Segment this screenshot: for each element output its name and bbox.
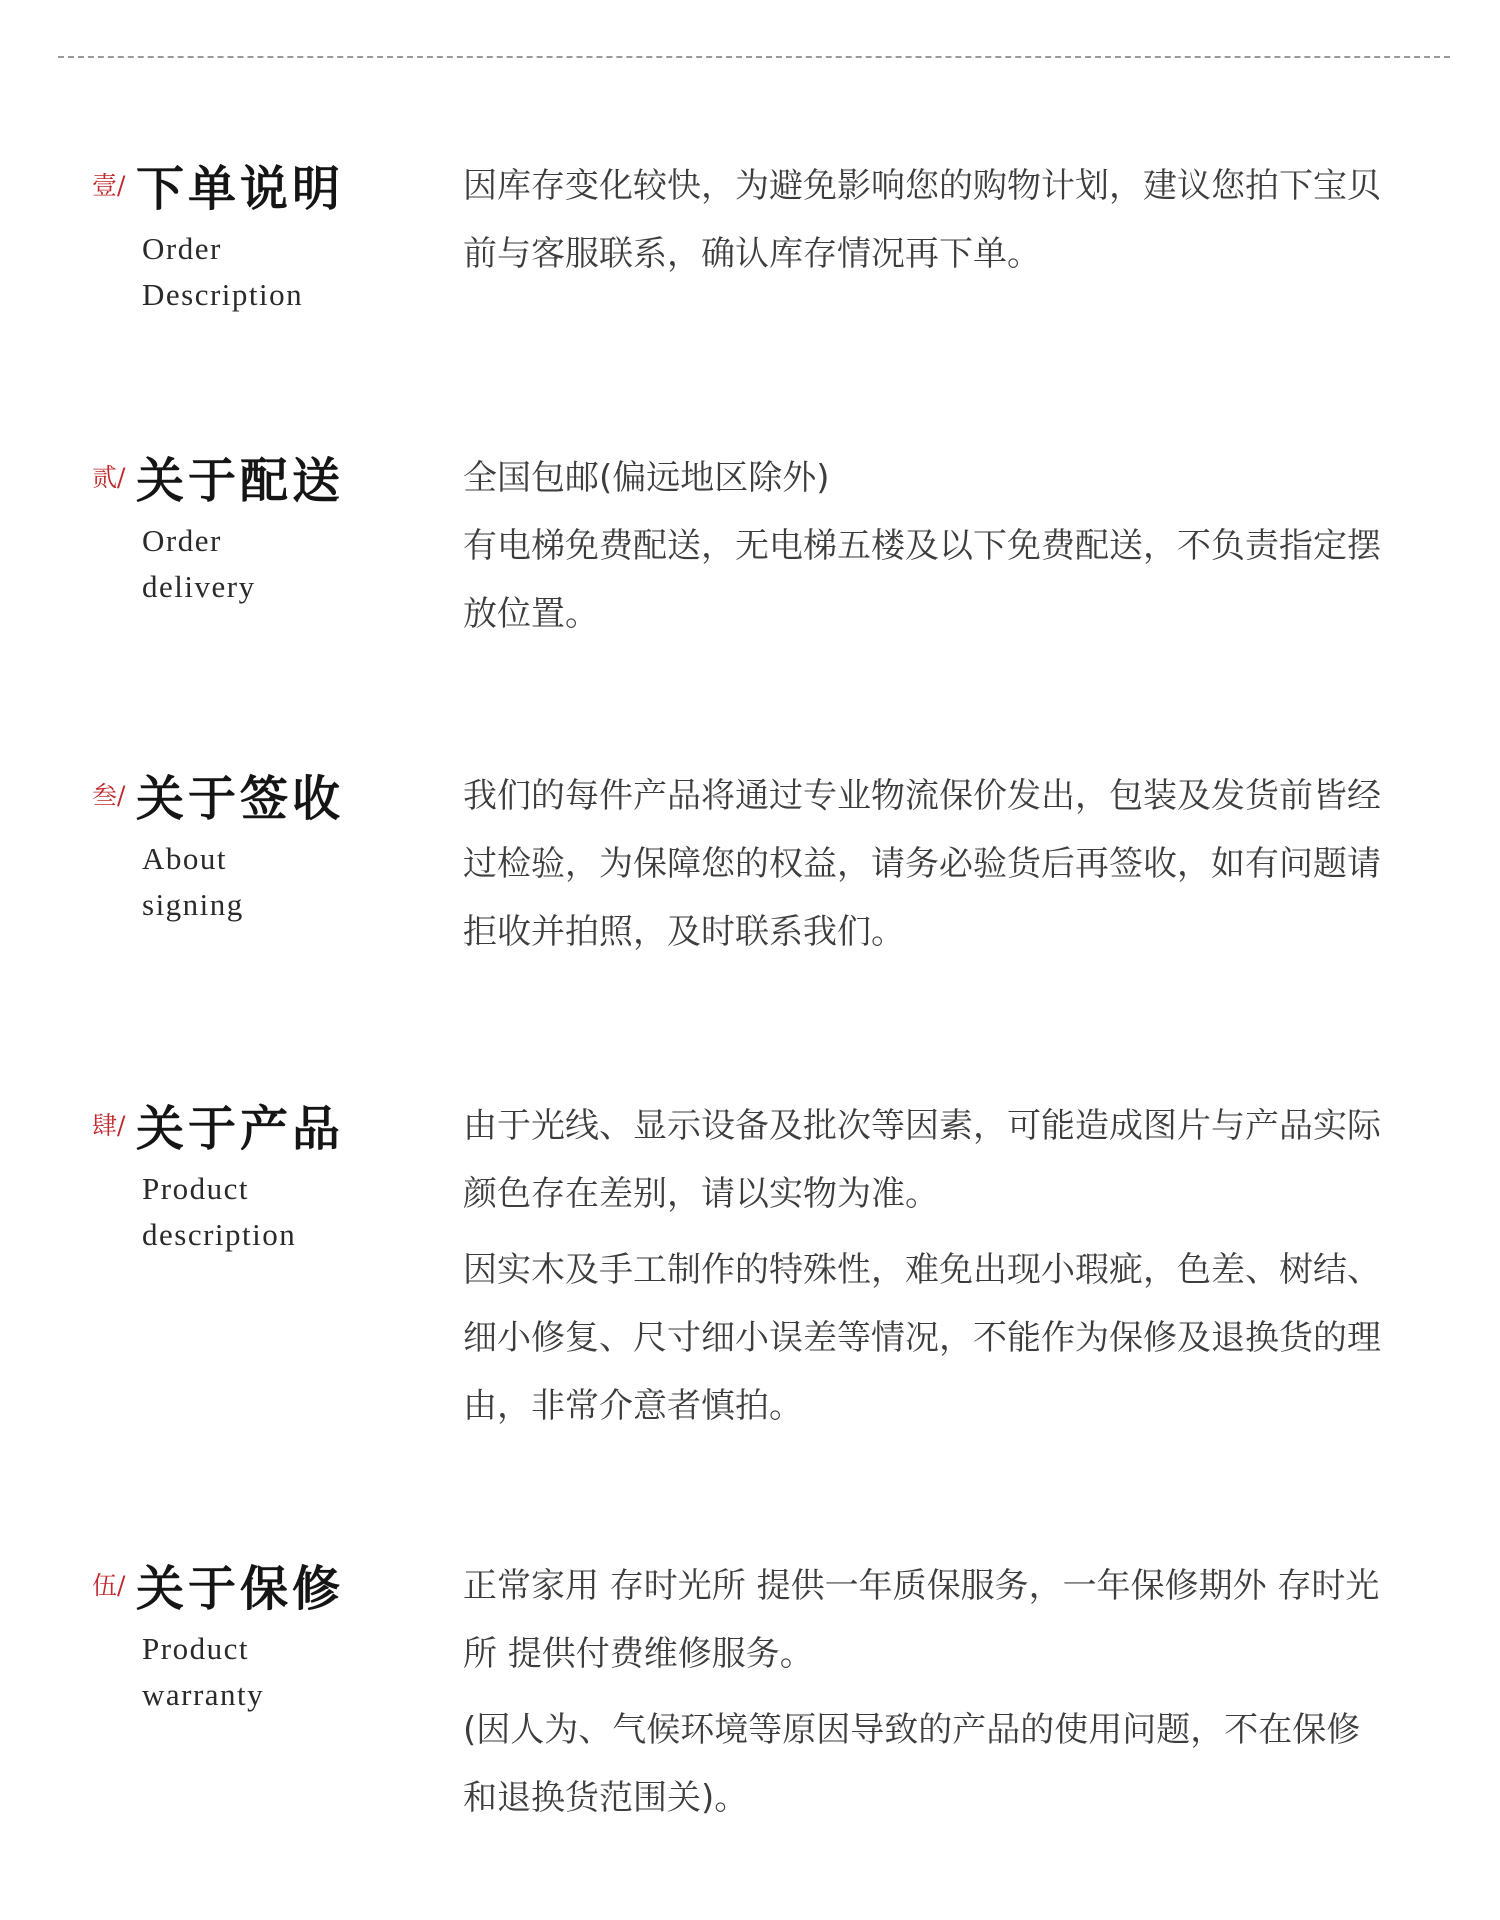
- dashed-divider: [58, 56, 1450, 58]
- section-number: 贰/: [92, 463, 126, 492]
- english-title-line2: warranty: [142, 1677, 265, 1712]
- section-paragraph: 有电梯免费配送，无电梯五楼及以下免费配送，不负责指定摆放位置。: [463, 526, 1381, 634]
- section-number: 壹/: [92, 171, 126, 200]
- english-title-line2: Description: [142, 277, 304, 312]
- section-body: [463, 1552, 1393, 1832]
- section-number: 肆/: [92, 1111, 126, 1140]
- english-title-line1: About: [142, 841, 227, 876]
- english-title-line1: Product: [142, 1631, 249, 1666]
- english-title-line1: Product: [142, 1171, 249, 1206]
- section-paragraph: 由于光线、显示设备及批次等因素，可能造成图片与产品实际颜色存在差别，请以实物为准。: [463, 1106, 1381, 1214]
- section-paragraph: 全国包邮(偏远地区除外): [463, 458, 830, 498]
- section-english-title: [142, 226, 303, 318]
- section-body: [463, 1092, 1393, 1440]
- section-body: [463, 152, 1393, 288]
- section-body: [463, 762, 1393, 966]
- section-english-title: [142, 1166, 296, 1258]
- english-title-line1: Order: [142, 231, 222, 266]
- section-title: 下单说明: [136, 161, 345, 217]
- section-paragraph: (因人为、气候环境等原因导致的产品的使用问题，不在保修和退换货范围关)。: [463, 1710, 1361, 1818]
- section-paragraph: 因实木及手工制作的特殊性，难免出现小瑕疵，色差、树结、细小修复、尺寸细小误差等情况，不能作为保修及退换货的理由，非常介意者慎拍。: [463, 1250, 1381, 1426]
- english-title-line2: delivery: [142, 569, 256, 604]
- section-title: 关于配送: [136, 453, 345, 509]
- section-title: 关于保修: [136, 1561, 345, 1617]
- section-english-title: [142, 518, 256, 610]
- section-title: 关于签收: [136, 771, 345, 827]
- english-title-line1: Order: [142, 523, 222, 558]
- section-number: 叁/: [92, 781, 126, 810]
- section-paragraph: 正常家用 存时光所 提供一年质保服务，一年保修期外 存时光所 提供付费维修服务。: [463, 1566, 1380, 1674]
- section-english-title: [142, 1626, 264, 1718]
- section-english-title: [142, 836, 244, 928]
- section-title: 关于产品: [136, 1101, 345, 1157]
- section-number: 伍/: [92, 1571, 126, 1600]
- section-paragraph: 因库存变化较快，为避免影响您的购物计划，建议您拍下宝贝前与客服联系，确认库存情况再下单。: [463, 166, 1381, 274]
- english-title-line2: description: [142, 1217, 297, 1252]
- section-paragraph: 我们的每件产品将通过专业物流保价发出，包装及发货前皆经过检验，为保障您的权益，请务必验货后再签收，如有问题请拒收并拍照，及时联系我们。: [463, 776, 1381, 952]
- english-title-line2: signing: [142, 887, 244, 922]
- section-body: [463, 444, 1393, 648]
